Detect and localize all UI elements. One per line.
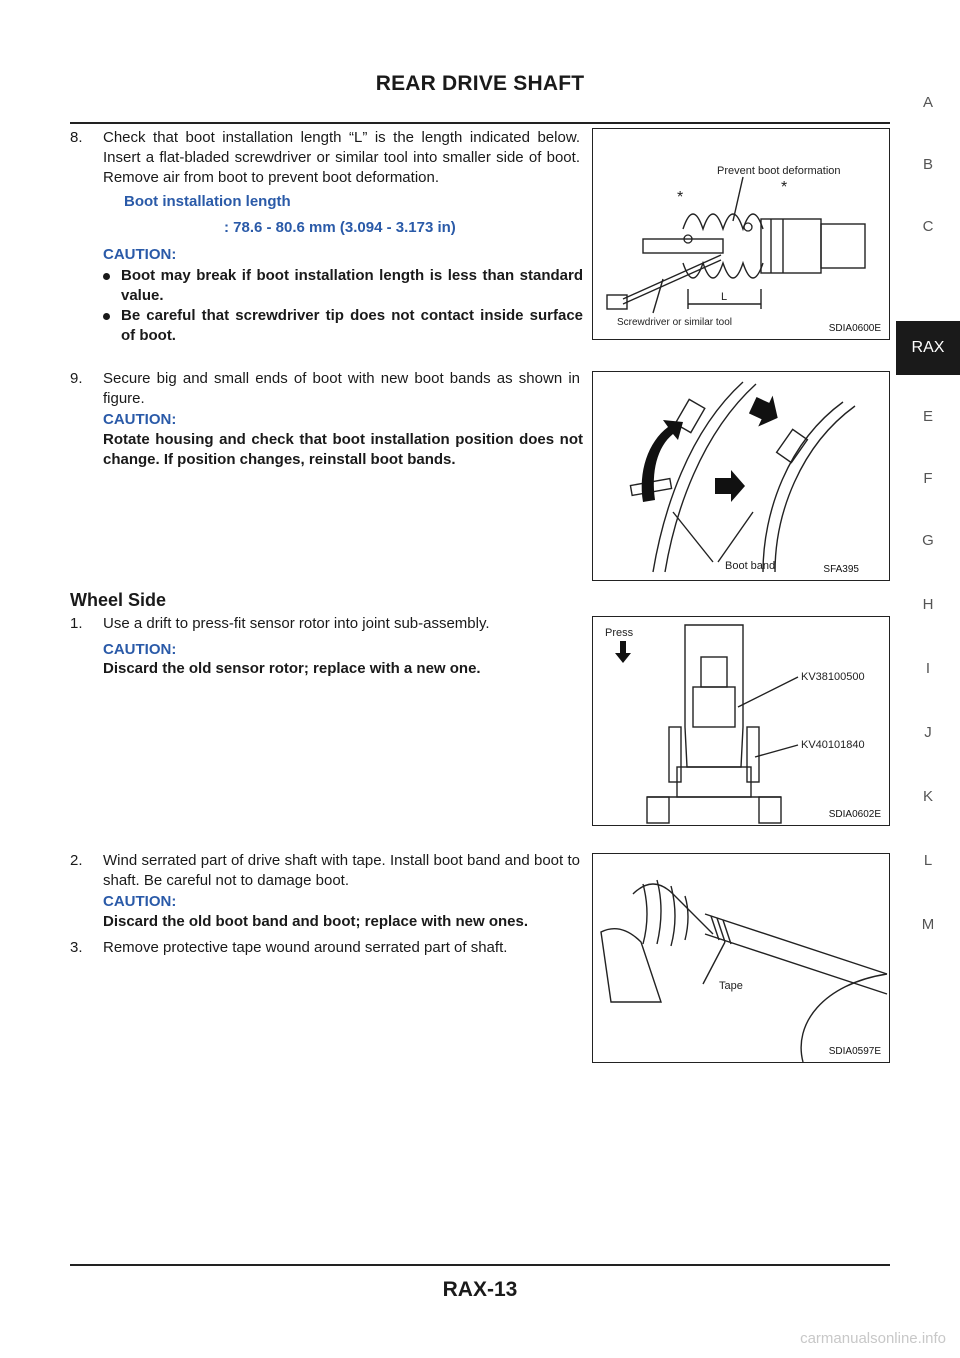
index-letter-g[interactable]: G: [922, 532, 934, 549]
index-letter-c[interactable]: C: [922, 218, 934, 235]
caution-bullet: [103, 306, 583, 346]
index-letter-k[interactable]: K: [922, 788, 933, 805]
boot-diagram-illustration: [593, 129, 889, 339]
callout-star: *: [677, 189, 684, 206]
index-letter-i[interactable]: I: [925, 660, 931, 677]
bullet-text: Be careful that screwdriver tip does not contact inside surface of boot.: [121, 307, 583, 344]
caution-label: CAUTION:: [103, 641, 177, 658]
step-2: [70, 851, 580, 891]
index-letter-j[interactable]: J: [924, 724, 932, 741]
figure-code: SDIA0602E: [828, 809, 881, 820]
watermark: carmanualsonline.info: [800, 1330, 946, 1347]
callout-screwdriver: Screwdriver or similar tool: [617, 317, 733, 328]
step-text: Check that boot installation length “L” is the length indicated below. Insert a flat-bladed screwdriver or similar tool into smaller side of boot. Remove air from boot to prevent boot deformation.: [103, 129, 580, 186]
callout-boot-band: Boot band: [725, 560, 776, 572]
tape-shaft-illustration: [593, 854, 889, 1062]
index-letter-l[interactable]: L: [923, 852, 933, 869]
caution-text: Discard the old sensor rotor; replace with a new one.: [103, 660, 481, 677]
step-1: [70, 614, 580, 634]
step-text: Secure big and small ends of boot with new boot bands as shown in figure.: [103, 370, 580, 407]
index-letter-f[interactable]: F: [923, 470, 933, 487]
footer-rule: [70, 1264, 890, 1266]
step-3: [70, 938, 580, 958]
figure-boot-installation: [592, 128, 890, 340]
figure-code: SDIA0597E: [828, 1046, 881, 1057]
figure-tape-shaft: [592, 853, 890, 1063]
callout-tool-2: KV40101840: [801, 739, 865, 751]
figure-boot-bands: [592, 371, 890, 581]
index-tab-active[interactable]: RAX: [896, 321, 960, 375]
callout-press: Press: [605, 627, 634, 639]
index-letter-m[interactable]: M: [921, 916, 935, 933]
caution-text: Rotate housing and check that boot installation position does not change. If position changes, reinstall boot bands.: [103, 431, 583, 468]
bullet-icon: [103, 273, 110, 280]
step-number: 9.: [70, 370, 83, 387]
step-number: 3.: [70, 939, 83, 956]
index-letter-b[interactable]: B: [922, 156, 933, 173]
spec-value: : 78.6 - 80.6 mm (3.094 - 3.173 in): [224, 219, 456, 236]
caution-label: CAUTION:: [103, 246, 177, 263]
header-rule: [70, 122, 890, 124]
index-letter-a[interactable]: A: [922, 94, 933, 111]
callout-tape: Tape: [719, 980, 743, 992]
section-title: Wheel Side: [70, 590, 167, 610]
figure-code: SDIA0600E: [828, 323, 881, 334]
callout-l: L: [721, 291, 728, 303]
step-9: [70, 369, 580, 409]
caution-bullet: [103, 266, 583, 306]
page-header-title: REAR DRIVE SHAFT: [375, 72, 585, 95]
bullet-icon: [103, 313, 110, 320]
index-letter-e[interactable]: E: [922, 408, 933, 425]
bullet-text: Boot may break if boot installation length is less than standard value.: [121, 267, 583, 304]
press-tool-illustration: [593, 617, 889, 825]
figure-code: SFA395: [823, 564, 859, 575]
step-text: Remove protective tape wound around serrated part of shaft.: [103, 939, 508, 956]
step-number: 1.: [70, 615, 83, 632]
step-text: Wind serrated part of drive shaft with tape. Install boot band and boot to shaft. Be careful not to damage boot.: [103, 852, 580, 889]
callout-prevent: Prevent boot deformation: [717, 165, 841, 177]
caution-text: Discard the old boot band and boot; replace with new ones.: [103, 913, 529, 930]
step-text: Use a drift to press-fit sensor rotor into joint sub-assembly.: [103, 615, 490, 632]
step-8: [70, 128, 580, 188]
step-number: 8.: [70, 129, 83, 146]
boot-band-illustration: [593, 372, 889, 580]
figure-press-rotor: [592, 616, 890, 826]
spec-label: Boot installation length: [124, 193, 291, 210]
step-number: 2.: [70, 852, 83, 869]
index-letter-h[interactable]: H: [922, 596, 934, 613]
callout-star: *: [781, 179, 788, 196]
caution-label: CAUTION:: [103, 893, 177, 910]
page-number: RAX-13: [442, 1278, 518, 1301]
callout-tool-1: KV38100500: [801, 671, 865, 683]
caution-label: CAUTION:: [103, 411, 177, 428]
